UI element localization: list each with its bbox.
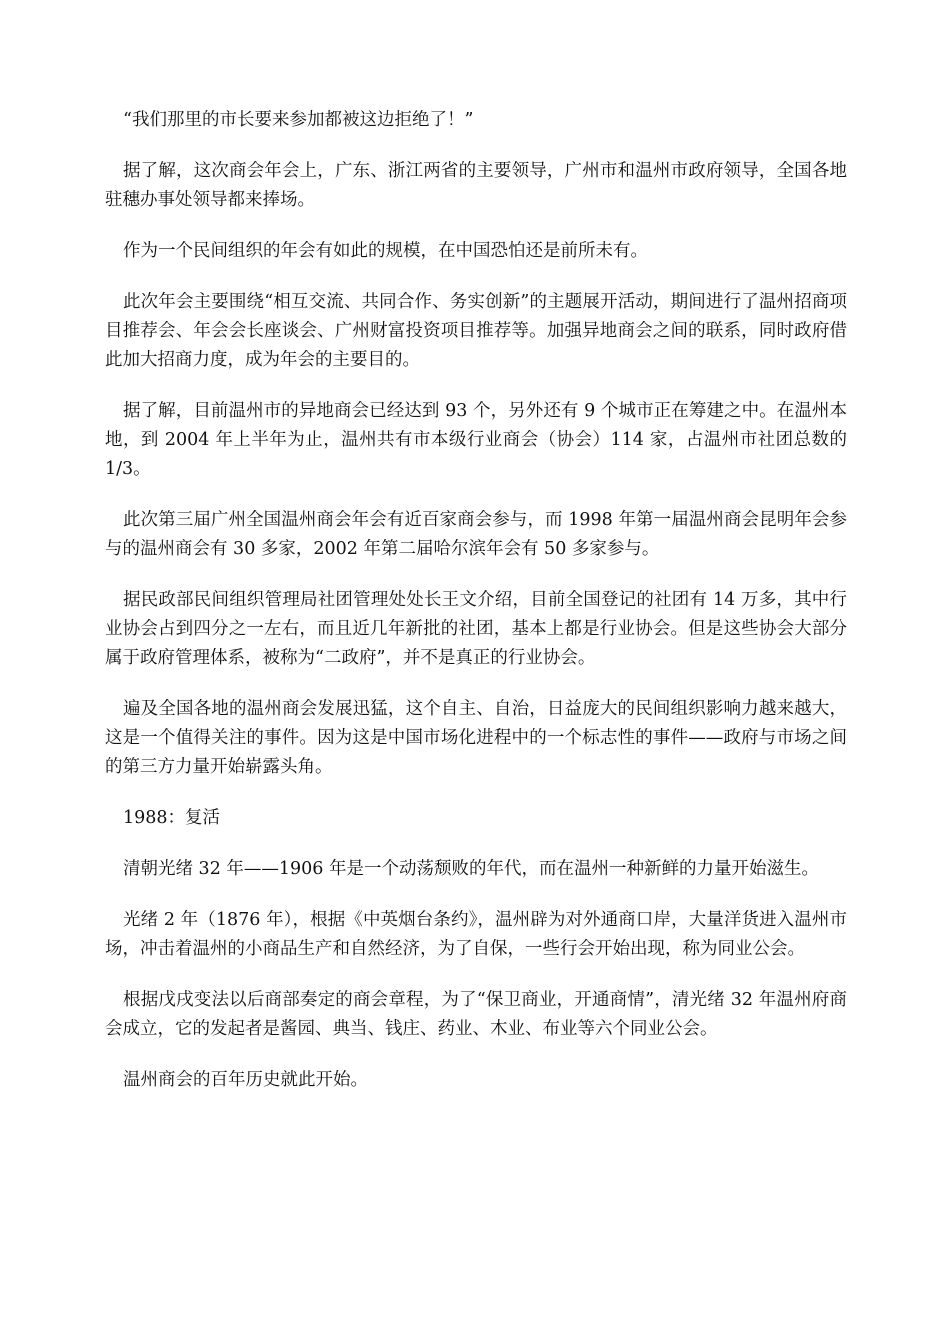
- paragraph-statistics: 据了解，目前温州市的异地商会已经达到 93 个，另外还有 9 个城市正在筹建之中。在温州本地，到 2004 年上半年为止，温州共有市本级行业商会（协会）114 家，占温州市社团总数的 1/3。: [105, 401, 847, 479]
- paragraph-leaders: 据了解，这次商会年会上，广东、浙江两省的主要领导，广州市和温州市政府领导，全国各地驻穗办事处领导都来捧场。: [105, 161, 847, 210]
- paragraph-significance: 遍及全国各地的温州商会发展迅猛，这个自主、自治，日益庞大的民间组织影响力越来越大，这是一个值得关注的事件。因为这是中国市场化进程中的一个标志性的事件——政府与市场之间的第三方力量开始崭露头角。: [105, 699, 847, 777]
- paragraph-scale: 作为一个民间组织的年会有如此的规模，在中国恐怕还是前所未有。: [123, 241, 648, 261]
- paragraph-founding: 根据戊戌变法以后商部奏定的商会章程，为了“保卫商业，开通商情”，清光绪 32 年温州府商会成立，它的发起者是酱园、典当、钱庄、药业、木业、布业等六个同业公会。: [105, 990, 847, 1039]
- article-body: [105, 106, 847, 1117]
- paragraph-qing-dynasty: 清朝光绪 32 年——1906 年是一个动荡颓败的年代，而在温州一种新鲜的力量开始滋生。: [123, 859, 819, 879]
- paragraph-quote: “我们那里的市长要来参加都被这边拒绝了！”: [123, 110, 474, 130]
- paragraph-conclusion: 温州商会的百年历史就此开始。: [123, 1070, 368, 1090]
- paragraph-history-meetings: 此次第三届广州全国温州商会年会有近百家商会参与，而 1998 年第一届温州商会昆明年会参与的温州商会有 30 多家，2002 年第二届哈尔滨年会有 50 多家参与。: [105, 510, 847, 559]
- paragraph-treaty: 光绪 2 年（1876 年），根据《中英烟台条约》，温州辟为对外通商口岸，大量洋货进入温州市场，冲击着温州的小商品生产和自然经济，为了自保，一些行会开始出现，称为同业公会。: [105, 910, 847, 959]
- paragraph-theme: 此次年会主要围绕“相互交流、共同合作、务实创新”的主题展开活动，期间进行了温州招商项目推荐会、年会会长座谈会、广州财富投资项目推荐等。加强异地商会之间的联系，同时政府借此加大招商力度，成为年会的主要目的。: [105, 292, 847, 370]
- section-heading: 1988：复活: [123, 808, 221, 828]
- paragraph-ministry: 据民政部民间组织管理局社团管理处处长王文介绍，目前全国登记的社团有 14 万多，其中行业协会占到四分之一左右，而且近几年新批的社团，基本上都是行业协会。但是这些协会大部分属于政府管理体系，被称为“二政府”，并不是真正的行业协会。: [105, 590, 847, 668]
